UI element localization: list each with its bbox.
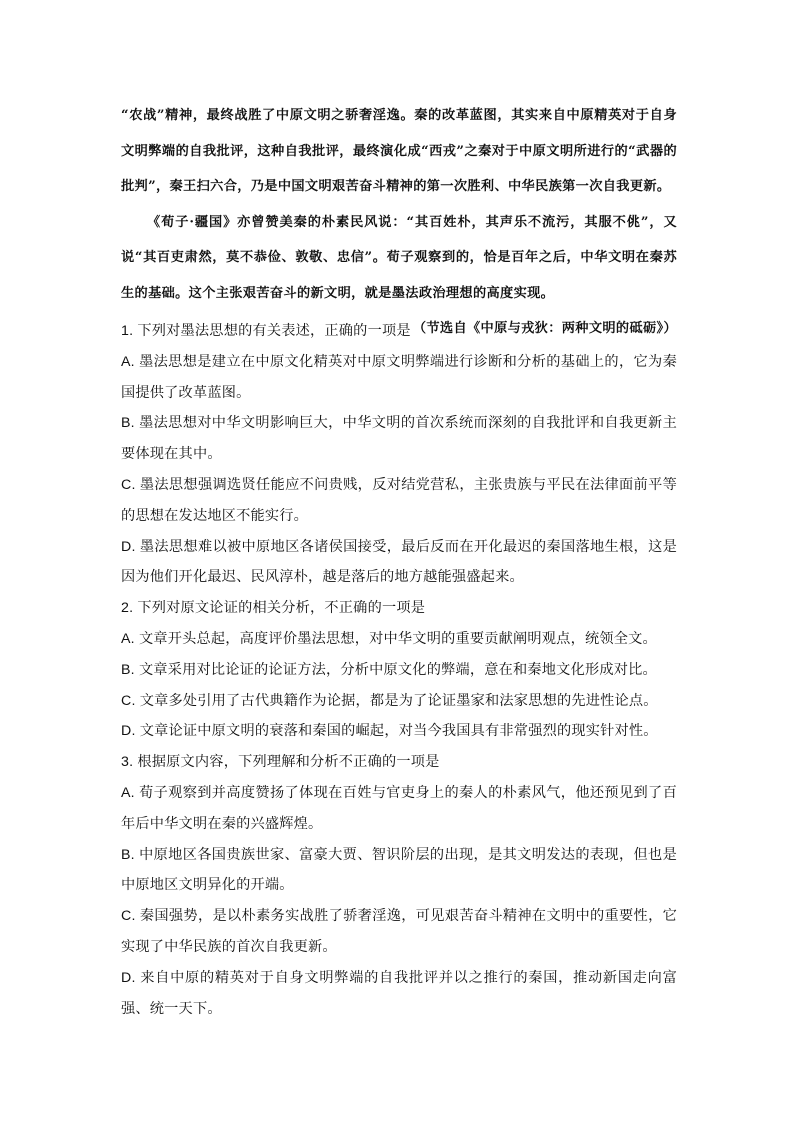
option-b: B. 墨法思想对中华文明影响巨大，中华文明的首次系统而深刻的自我批评和自我更新主要体现在其中。 bbox=[121, 415, 677, 463]
option-d: D. 来自中原的精英对于自身文明弊端的自我批评并以之推行的秦国，推动新国走向富强、统一天下。 bbox=[121, 969, 677, 1017]
option-b: B. 文章采用对比论证的论证方法，分析中原文化的弊端，意在和秦地文化形成对比。 bbox=[121, 661, 657, 678]
option-a: A. 文章开头总起，高度评价墨法思想，对中华文明的重要贡献阐明观点，统领全文。 bbox=[121, 630, 657, 647]
passage-paragraph: 《荀子·疆国》亦曾赞美秦的朴素民风说：“其百姓朴，其声乐不流污，其服不佻”，又说“其百吏肃然，莫不恭俭、敦敬、忠信”。荀子观察到的，恰是百年之后，中华文明在秦苏生的基础。这个主张艰苦奋斗的新文明，就是墨法政治理想的高度实现。 bbox=[121, 214, 677, 301]
question-1 bbox=[121, 316, 677, 593]
option-c: C. 秦国强势，是以朴素务实战胜了骄奢淫逸，可见艰苦奋斗精神在文明中的重要性，它实现了中华民族的首次自我更新。 bbox=[121, 908, 677, 955]
question-stem: 2. 下列对原文论证的相关分析，不正确的一项是 bbox=[121, 600, 426, 617]
option-a: A. 墨法思想是建立在中原文化精英对中原文明弊端进行诊断和分析的基础上的，它为秦国提供了改革蓝图。 bbox=[121, 353, 677, 401]
option-a: A. 荀子观察到并高度赞扬了体现在百姓与官吏身上的秦人的朴素风气，他还预见到了百年后中华文明在秦的兴盛辉煌。 bbox=[121, 784, 677, 832]
option-d: D. 文章论证中原文明的衰落和秦国的崛起，对当今我国具有非常强烈的现实针对性。 bbox=[121, 723, 658, 740]
passage-source: （节选自《中原与戎狄：两种文明的砥砺》） bbox=[412, 321, 677, 336]
option-b: B. 中原地区各国贵族世家、富豪大贾、智识阶层的出现，是其文明发达的表现，但也是中原地区文明异化的开端。 bbox=[121, 846, 677, 894]
question-list bbox=[121, 316, 677, 1024]
reading-passage bbox=[121, 98, 677, 347]
question-3 bbox=[121, 747, 677, 1024]
option-c: C. 文章多处引用了古代典籍作为论据，都是为了论证墨家和法家思想的先进性论点。 bbox=[121, 692, 658, 709]
passage-paragraph: “农战”精神，最终战胜了中原文明之骄奢淫逸。秦的改革蓝图，其实来自中原精英对于自身文明弊端的自我批评，这种自我批评，最终演化成“西戎”之秦对于中原文明所进行的“武器的批判”，秦王扫六合，乃是中国文明艰苦奋斗精神的第一次胜利、中华民族第一次自我更新。 bbox=[121, 108, 677, 194]
option-c: C. 墨法思想强调选贤任能应不问贵贱，反对结党营私，主张贵族与平民在法律面前平等的思想在发达地区不能实行。 bbox=[121, 476, 677, 524]
option-d: D. 墨法思想难以被中原地区各诸侯国接受，最后反而在开化最迟的秦国落地生根，这是因为他们开化最迟、民风淳朴，越是落后的地方越能强盛起来。 bbox=[121, 538, 677, 586]
question-2 bbox=[121, 593, 677, 747]
question-stem: 1. 下列对墨法思想的有关表述，正确的一项是 bbox=[121, 323, 411, 339]
question-stem: 3. 根据原文内容，下列理解和分析不正确的一项是 bbox=[121, 754, 440, 771]
